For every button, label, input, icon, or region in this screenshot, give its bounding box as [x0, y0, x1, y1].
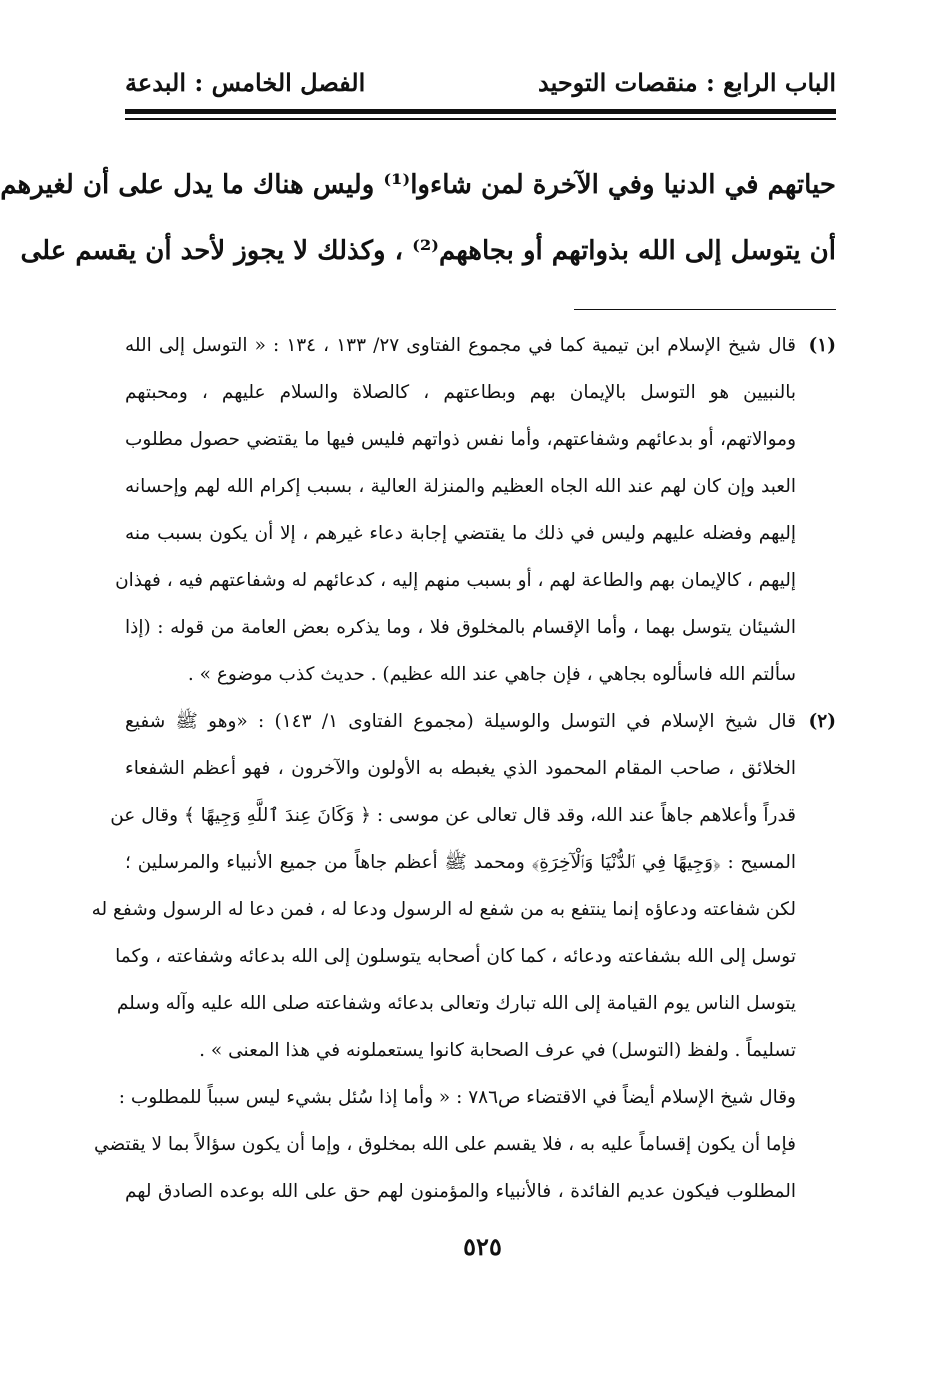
footnote-text: بالنبيين هو التوسل بالإيمان بهم وبطاعتهم ، كالصلاة والسلام عليهم ، ومحبتهم: [125, 382, 796, 403]
footnote-line: [125, 322, 836, 369]
footnote-line: [125, 1168, 836, 1215]
footnote-text: وموالاتهم، أو بدعائهم وشفاعتهم، وأما نفس ذواتهم فليس فيها ما يقتضي حصول مطلوب: [125, 429, 796, 450]
chapter-title: الباب الرابع : منقصات التوحيد: [537, 68, 836, 97]
footnote-text: قال شيخ الإسلام في التوسل والوسيلة (مجموع الفتاوى ١/ ١٤٣) : «وهو ﷺ شفيع: [125, 711, 796, 732]
main-text-line: حياتهم في الدنيا وفي الآخرة لمن شاءوا⁽¹⁾ وليس هناك ما يدل على أن لغيرهم: [0, 170, 836, 200]
footnote-line: [110, 792, 836, 839]
footnote-number: (١): [808, 335, 836, 356]
footnote-line: [115, 557, 836, 604]
footnote-line: [118, 1074, 836, 1121]
footnote-text: الشيئان يتوسل بهما ، وأما الإقسام بالمخلوق فلا ، وما يذكره بعض العامة من قوله : (إذا: [125, 617, 796, 638]
footnote-line: [125, 1027, 836, 1074]
footnote-text: إليهم ، كالإيمان بهم والطاعة لهم ، أو بسبب منهم إليه ، كدعائهم له وشفاعتهم فيه ، فهذان: [115, 570, 796, 591]
footnote-text: الخلائق ، صاحب المقام المحمود الذي يغبطه به الأولون والآخرون ، فهو أعظم الشفعاء: [125, 758, 796, 779]
header-rule-thin: [125, 118, 836, 120]
footnote-line: [115, 933, 836, 980]
section-title: الفصل الخامس : البدعة: [125, 68, 366, 97]
footnote-line: [125, 416, 836, 463]
page-number: ٥٢٥: [463, 1232, 502, 1261]
footnote-text: لكن شفاعته ودعاؤه إنما ينتفع به من شفع له الرسول ودعا له ، فمن دعا له الرسول وشفع له: [91, 899, 796, 920]
footnote-line: [125, 369, 836, 416]
footnote-line: [91, 886, 836, 933]
footnote-line: [125, 463, 836, 510]
footnote-separator: [574, 309, 836, 310]
footnote-text: يتوسل الناس يوم القيامة إلى الله تبارك وتعالى بدعائه وشفاعته صلى الله عليه وآله وسلم: [116, 993, 796, 1014]
footnote-line: [125, 745, 836, 792]
footnote-line: [125, 510, 836, 557]
running-header: [125, 62, 836, 102]
footnote-text: توسل إلى الله بشفاعته ودعائه ، كما كان أصحابه يتوسلون إلى الله بدعائه وشفاعته ، وكما: [115, 946, 796, 967]
footnote-text: إليهم وفضله عليهم وليس في ذلك ما يقتضي إجابة دعاء غيرهم ، إلا أن يكون بسبب منه: [125, 523, 796, 544]
footnote-text: فإما أن يكون إقساماً عليه به ، فلا يقسم على الله بمخلوق ، وإما أن يكون سؤالاً بما لا يقتضي: [94, 1134, 796, 1155]
footnote-line: [125, 698, 836, 745]
footnote-line: [116, 980, 836, 1027]
footnote-line: [125, 604, 836, 651]
footnote-text: المسيح : ﴿وَجِيهًا فِي ٱلدُّنْيَا وَٱلْآخِرَةِ﴾ ومحمد ﷺ أعظم جاهاً من جميع الأنبياء والمرسلين ؛: [125, 852, 796, 873]
footnote-line: [94, 1121, 836, 1168]
footnotes: [91, 322, 836, 1215]
main-text-line: أن يتوسل إلى الله بذواتهم أو بجاههم⁽²⁾ ، وكذلك لا يجوز لأحد أن يقسم على: [20, 236, 836, 266]
footnote-text: المطلوب فيكون عديم الفائدة ، فالأنبياء والمؤمنون لهم حق على الله بوعده الصادق لهم: [125, 1181, 796, 1202]
header-rule-thick: [125, 109, 836, 114]
footnote-text: قال شيخ الإسلام ابن تيمية كما في مجموع الفتاوى ٢٧/ ١٣٣ ، ١٣٤ : « التوسل إلى الله: [125, 335, 796, 356]
footnote-text: العبد وإن كان لهم عند الله الجاه العظيم والمنزلة العالية ، بسبب إكرام الله لهم وإحسانه: [125, 476, 796, 497]
main-text: [0, 152, 836, 284]
footnote-text: قدراً وأعلاهم جاهاً عند الله، وقد قال تعالى عن موسى : ﴿ وَكَانَ عِندَ ٱللَّهِ وَجِيهًا ﴾ وقال عن: [110, 805, 796, 826]
footnote-line: [125, 651, 836, 698]
footnote-text: سألتم الله فاسألوه بجاهي ، فإن جاهي عند الله عظيم) . حديث كذب موضوع » .: [187, 664, 796, 685]
footnote-text: وقال شيخ الإسلام أيضاً في الاقتضاء ص٧٨٦ : « وأما إذا سُئل بشيء ليس سبباً للمطلوب :: [118, 1087, 796, 1108]
footnote-text: تسليماً . ولفظ (التوسل) في عرف الصحابة كانوا يستعملونه في هذا المعنى » .: [199, 1040, 796, 1061]
footnote-line: [125, 839, 836, 886]
footnote-number: (٢): [808, 711, 836, 732]
